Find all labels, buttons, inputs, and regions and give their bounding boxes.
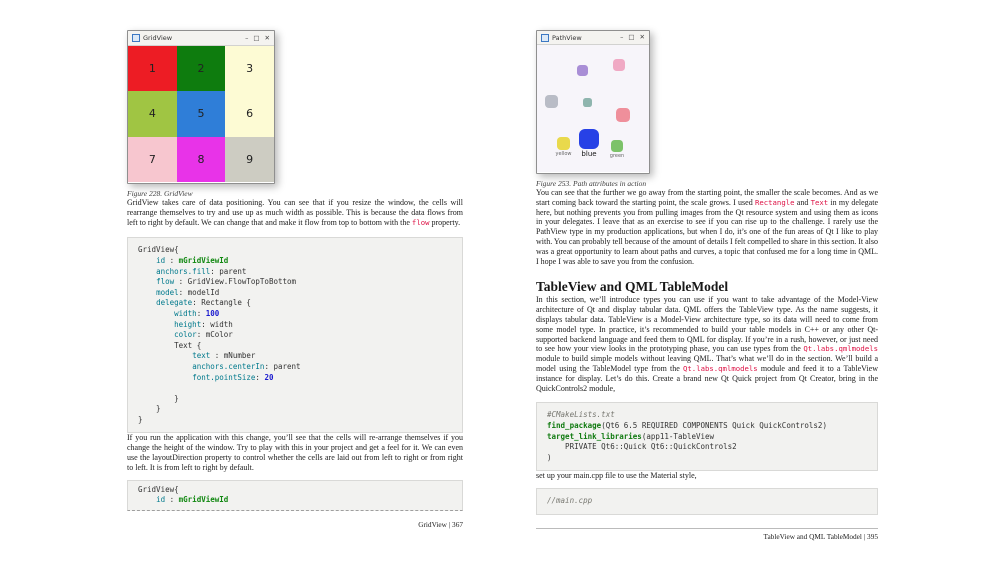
code-line	[547, 410, 867, 421]
code-token: delegate	[156, 298, 193, 308]
code-line	[138, 256, 452, 267]
figure-gridview-window	[127, 30, 275, 184]
code-token: anchors.centerIn	[192, 361, 265, 371]
path-delegate-shape	[577, 65, 588, 76]
code-token	[138, 373, 192, 382]
page-right	[536, 30, 878, 541]
grid-cell: 8	[177, 137, 226, 182]
code-token: text	[192, 351, 211, 361]
code-token: GridView{	[138, 245, 179, 255]
code-line	[547, 453, 867, 464]
text-run: module and feed it to a TableView instance for display. Let’s do this. Create a brand new Qt Quick project from Qt Creator, bring in the QuickControls2 module,	[536, 363, 878, 393]
code-token	[138, 256, 156, 265]
window-controls	[245, 35, 270, 42]
code-token: : Rectangle {	[192, 298, 251, 308]
page-left	[127, 30, 463, 529]
text-run: You can see that the further we go away from the starting point, the smaller the scale becomes. And as we start coming back toward the starting point, the scale grows. I used	[536, 188, 878, 207]
paragraph	[536, 295, 878, 393]
code-block	[536, 488, 878, 515]
grid-cell: 3	[225, 46, 274, 91]
code-line	[138, 245, 452, 256]
window-controls	[620, 34, 645, 41]
code-token: id	[156, 255, 166, 265]
path-delegate-shape	[611, 140, 623, 152]
maximize-icon: □	[253, 33, 260, 42]
inline-code: Qt.labs.qmlmodels	[803, 344, 878, 354]
code-line	[547, 496, 867, 507]
code-token: model	[156, 287, 179, 297]
code-token: (app11-TableView	[641, 431, 715, 441]
code-token: find_package	[547, 420, 602, 430]
code-token: flow	[156, 277, 175, 287]
code-line	[138, 383, 452, 394]
code-line	[138, 495, 452, 506]
code-block	[127, 237, 463, 433]
code-token	[138, 330, 174, 339]
window-titlebar	[128, 31, 274, 46]
code-line	[547, 432, 867, 443]
window-title: GridView	[143, 34, 173, 42]
code-token: :	[165, 495, 179, 505]
code-token: anchors.fill	[156, 266, 211, 276]
inline-code: Rectangle	[754, 197, 795, 207]
app-icon	[541, 34, 549, 42]
inline-code: Text	[810, 197, 829, 207]
path-delegate-shape	[557, 137, 570, 150]
code-token: :	[165, 255, 179, 265]
code-line	[138, 288, 452, 299]
maximize-icon: □	[628, 33, 635, 42]
code-token: GridView{	[138, 484, 179, 494]
text-run: In this section, we’ll introduce types you can use if you want to take advantage of the Model-View architecture of Qt and display tabular data. QML offers the TableView type. As the name suggests, it displays tabular data. TableView is a Model-View architecture type, so its data will need to come from some model type. In practice, it’s recommended to build your table models in C++ or any other Qt-supported backend language and feed them to QML for display. If you’re in a rush, however, or just need to see how your view looks in the prototyping phase, you can use types from the	[536, 295, 878, 354]
code-token: PRIVATE Qt6::Quick Qt6::QuickControls2	[547, 442, 737, 452]
text-run: If you run the application with this change, you’ll see that the cells will re-arrange themselves if you change the height of the window. Try to play with this in your project and get a feel for it. We can even use the layoutDirection property to control whether the cells are laid out from left to right or from right to left. It is from left to right by default.	[127, 433, 463, 472]
code-token: target_link_libraries	[547, 431, 642, 441]
code-token: width	[174, 308, 197, 318]
grid-cell: 5	[177, 91, 226, 136]
code-token: : modelId	[178, 287, 220, 297]
text-run: property.	[429, 217, 461, 227]
figure-pathview-window	[536, 30, 650, 174]
code-line	[547, 442, 867, 453]
code-token: : parent	[210, 266, 247, 276]
code-token: : mColor	[196, 330, 233, 340]
code-token: )	[547, 452, 552, 462]
text-run: GridView takes care of data positioning. You can see that if you resize the window, the cells will rearrange themselves to try and use up as much width as possible. This is because the data flows from left to right by default. We can change that and make it flow from top to bottom with the	[127, 198, 463, 227]
grid-cell: 2	[177, 46, 226, 91]
path-delegate-shape	[616, 108, 630, 122]
code-token: mGridViewId	[178, 495, 229, 505]
code-token: }	[138, 414, 143, 424]
window-title: PathView	[552, 33, 582, 42]
code-token: id	[156, 495, 166, 505]
code-token: }	[138, 393, 179, 403]
code-line	[138, 485, 452, 496]
path-delegate-shape	[579, 129, 599, 149]
code-line	[138, 330, 452, 341]
code-token: : GridView.FlowTopToBottom	[174, 277, 297, 287]
code-token: :	[255, 372, 265, 382]
code-line	[138, 298, 452, 309]
figure-caption: Figure 228. GridView	[127, 189, 193, 198]
code-token: //main.cpp	[547, 496, 593, 506]
page-footer: GridView | 367	[418, 519, 463, 529]
shape-label: green	[609, 153, 625, 159]
code-token: 100	[205, 308, 220, 318]
pathview-canvas	[537, 45, 649, 172]
code-token	[138, 267, 156, 276]
code-token: color	[174, 330, 197, 340]
code-line	[138, 373, 452, 384]
close-icon: ✕	[264, 33, 270, 42]
shape-label: blue	[581, 150, 597, 158]
minimize-icon: –	[245, 33, 249, 42]
path-delegate-shape	[583, 98, 592, 107]
code-token	[138, 298, 156, 307]
text-run: module to build simple models without leaving QML. That’s what we’ll do in the section. We’ll build a model using the TableModel type from the	[536, 354, 878, 373]
grid-cell: 9	[225, 137, 274, 182]
code-token: mGridViewId	[178, 255, 229, 265]
grid-cell: 1	[128, 46, 177, 91]
text-run: and	[794, 197, 811, 207]
code-token	[138, 351, 192, 360]
code-token	[138, 495, 156, 504]
grid-cell: 7	[128, 137, 177, 182]
code-line	[138, 394, 452, 405]
close-icon: ✕	[639, 33, 645, 42]
paragraph	[536, 471, 878, 481]
section-heading: TableView and QML TableModel	[536, 279, 729, 295]
code-line	[547, 421, 867, 432]
grid-cell: 4	[128, 91, 177, 136]
inline-code: Qt.labs.qmlmodels	[683, 363, 758, 373]
code-token: 20	[264, 372, 274, 382]
code-token: font.pointSize	[192, 372, 256, 382]
text-run: in my delegate here, but nothing prevents you from pulling images from the Qt resource system and using them as icons in your delegates. I leave that as an exercise to see if you can rise up to the challenge. I rarely use the PathView type in my production applications, but when I do, it’s one of the fun areas of Qt I like to play with. You can probably tell because of the amount of details I felt compelled to share in this section. It also was a great opportunity to learn about paths and curves, a topic that confused me for a long time in QML. I hope I was able to save you from the confusion.	[536, 197, 879, 266]
grid-cell: 6	[225, 91, 274, 136]
code-token: :	[196, 308, 206, 318]
code-token	[138, 277, 156, 286]
code-line	[138, 351, 452, 362]
paragraph	[536, 188, 878, 266]
code-line	[138, 415, 452, 426]
code-line	[138, 320, 452, 331]
code-line	[138, 267, 452, 278]
paragraph	[127, 198, 463, 227]
gridview-cells	[128, 46, 274, 182]
code-block-truncated	[127, 480, 463, 511]
code-line	[138, 404, 452, 415]
code-token: : mNumber	[210, 351, 256, 361]
code-block	[536, 402, 878, 471]
code-token: (Qt6 6.5 REQUIRED COMPONENTS Quick QuickControls2)	[601, 420, 827, 430]
code-token: height	[174, 319, 202, 329]
code-token	[138, 309, 174, 318]
code-token: : parent	[264, 361, 301, 371]
app-icon	[132, 34, 140, 42]
code-token: Text {	[138, 340, 202, 350]
code-token: }	[138, 404, 161, 414]
minimize-icon: –	[620, 33, 624, 42]
code-token: : width	[201, 319, 233, 329]
text-run: set up your main.cpp file to use the Material style,	[536, 471, 697, 481]
figure-caption: Figure 253. Path attributes in action	[536, 179, 647, 188]
code-token: #CMakeLists.txt	[547, 410, 615, 420]
code-token	[138, 320, 174, 329]
code-line	[138, 341, 452, 352]
inline-code: flow	[411, 217, 430, 227]
path-delegate-shape	[545, 95, 558, 108]
paragraph	[127, 433, 463, 472]
page-footer: TableView and QML TableModel | 395	[536, 528, 878, 541]
window-titlebar	[537, 31, 649, 45]
code-token	[138, 362, 192, 371]
code-token	[138, 288, 156, 297]
path-delegate-shape	[613, 59, 625, 71]
shape-label: yellow	[555, 151, 572, 157]
code-line	[138, 309, 452, 320]
code-line	[138, 277, 452, 288]
code-line	[138, 362, 452, 373]
